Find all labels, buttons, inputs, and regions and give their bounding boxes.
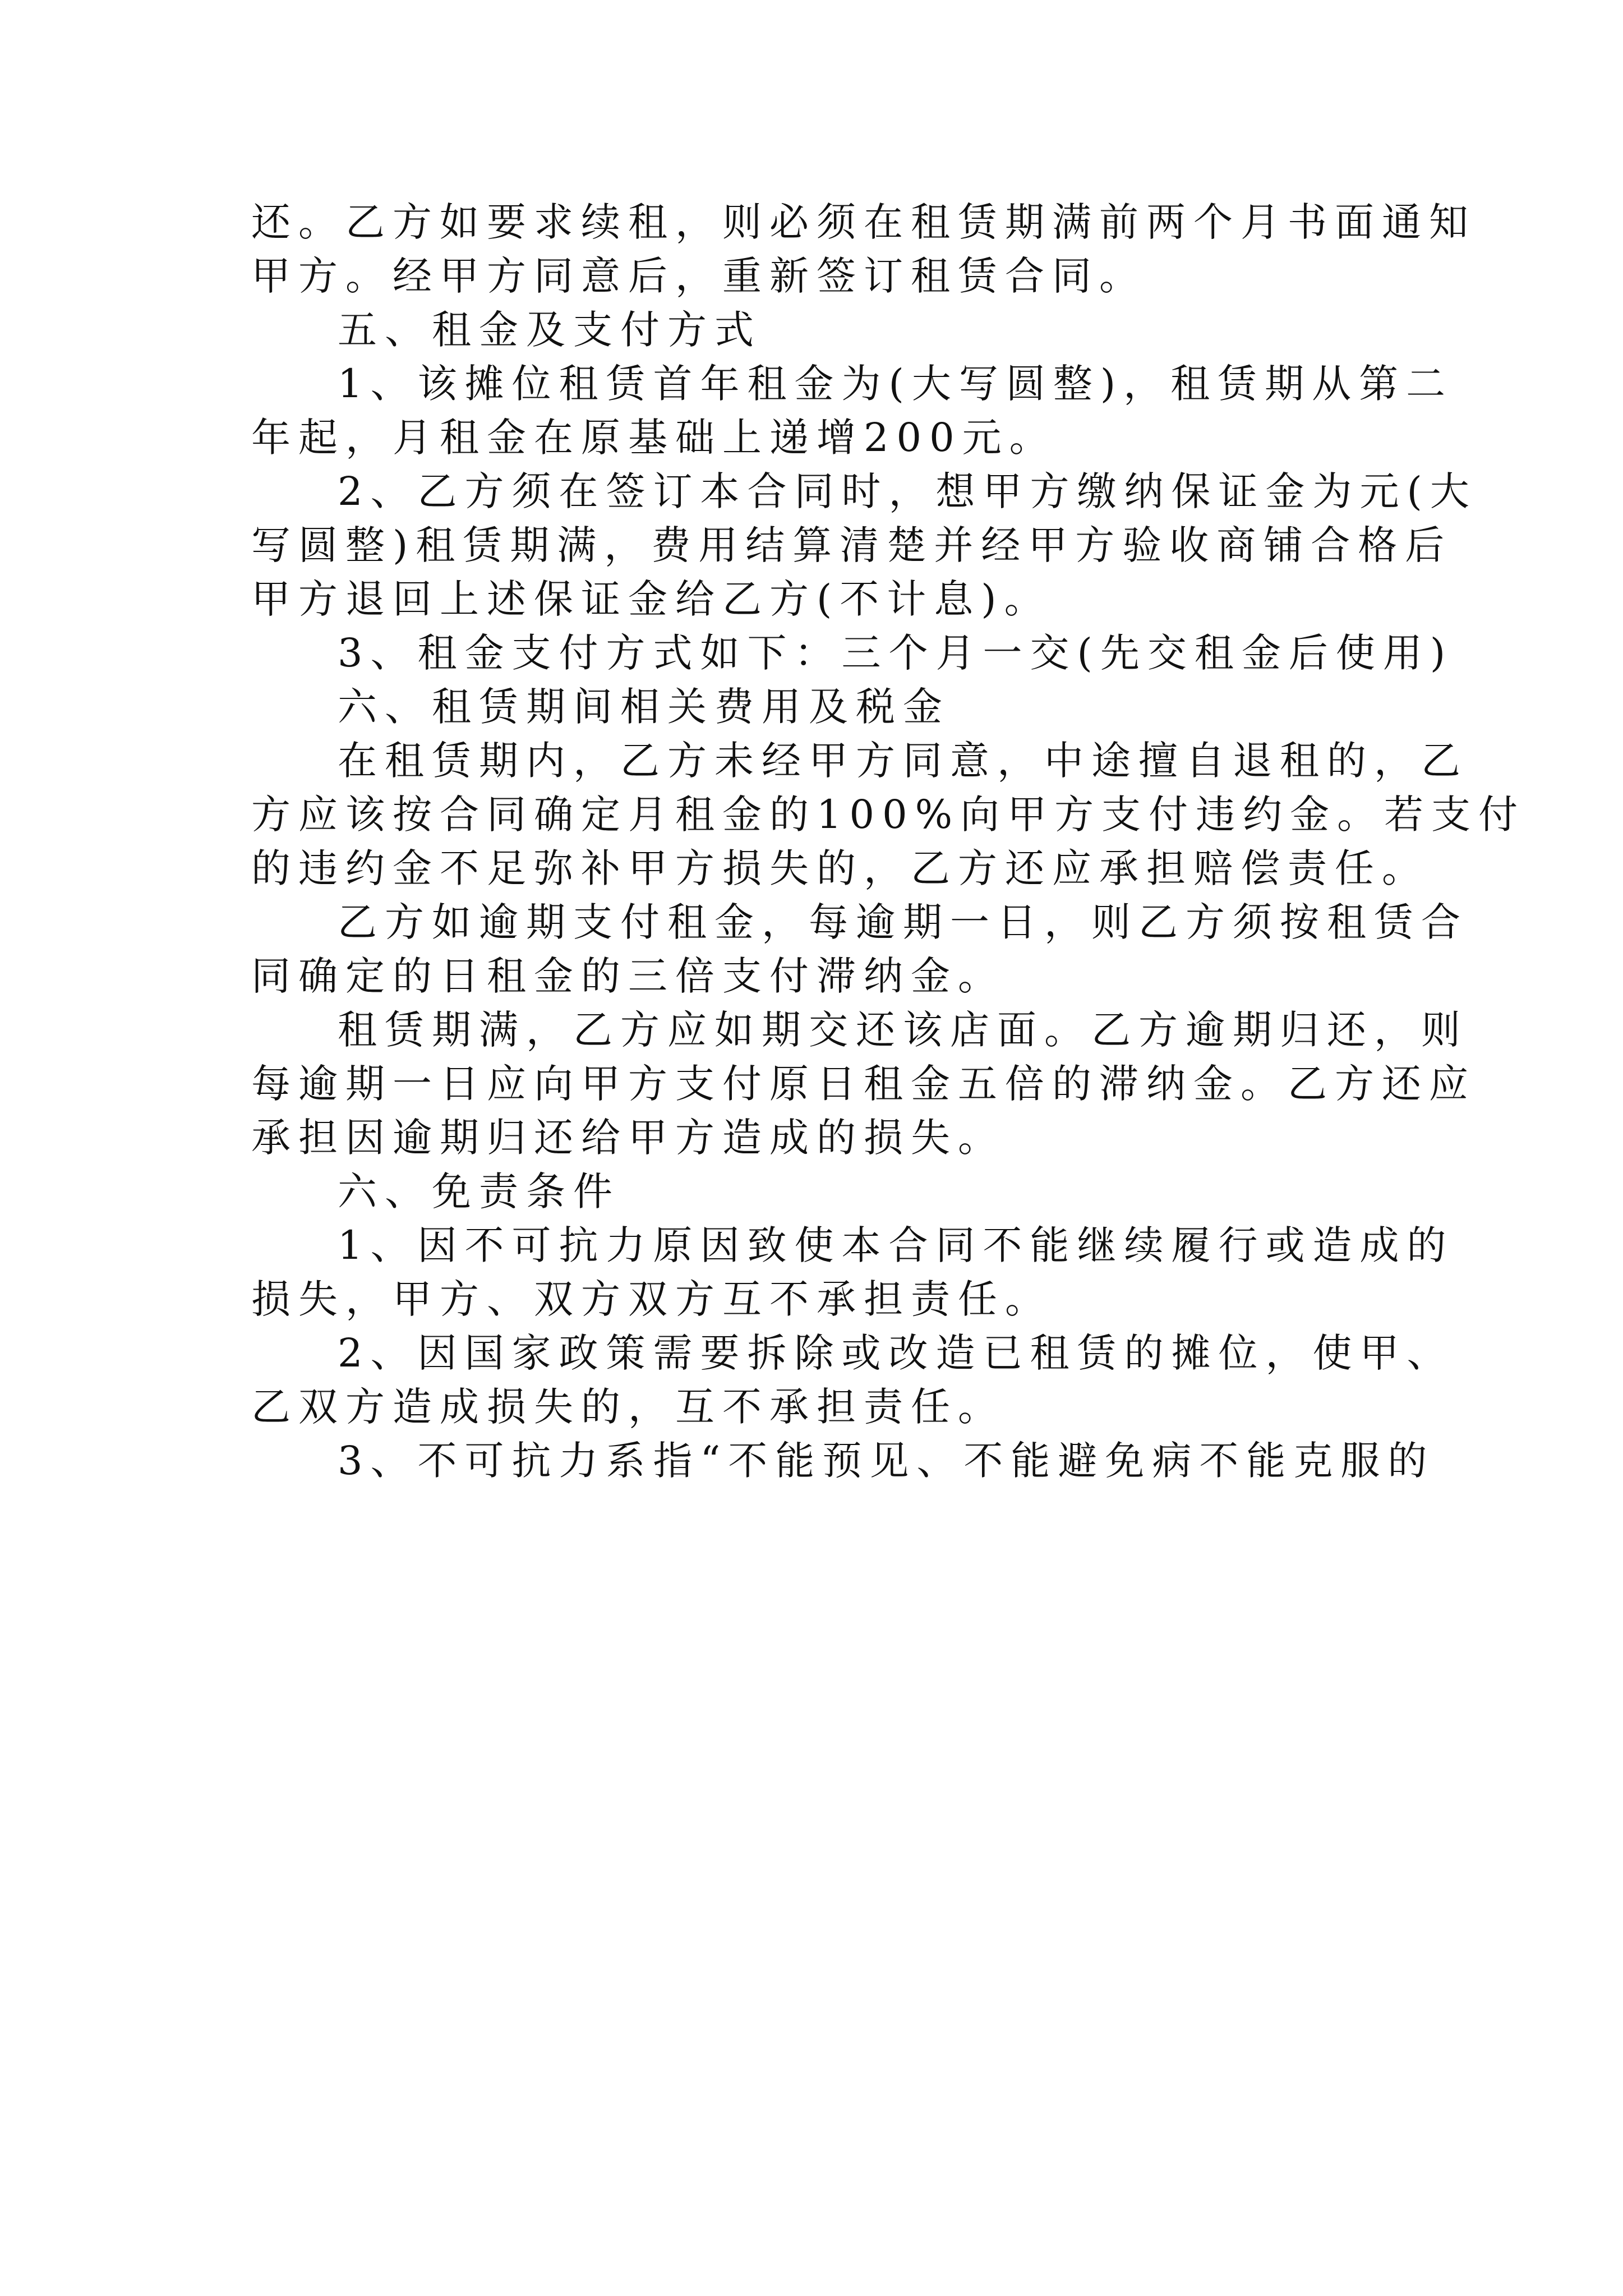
section-heading-fees: 六、租赁期间相关费用及税金 <box>338 684 950 730</box>
text-line-5: 年起，月租金在原基础上递增200元。 <box>251 415 1057 461</box>
text-line-21: 损失，甲方、双方双方互不承担责任。 <box>251 1276 1052 1322</box>
text-line-6: 2、乙方须在签订本合同时，想甲方缴纳保证金为元(大 <box>338 468 1477 514</box>
section-heading-exemption: 六、免责条件 <box>338 1168 620 1214</box>
text-line-15: 同确定的日租金的三倍支付滞纳金。 <box>251 953 1005 999</box>
text-line-24: 3、不可抗力系指“不能预见、不能避免病不能克服的 <box>338 1438 1435 1484</box>
text-line-23: 乙双方造成损失的，互不承担责任。 <box>251 1384 1005 1430</box>
text-line-8: 甲方退回上述保证金给乙方(不计息)。 <box>251 576 1052 622</box>
text-line-13: 的违约金不足弥补甲方损失的，乙方还应承担赔偿责任。 <box>251 845 1429 891</box>
text-line-4: 1、该摊位租赁首年租金为(大写圆整)，租赁期从第二 <box>338 361 1454 407</box>
text-line-11: 在租赁期内，乙方未经甲方同意，中途擅自退租的，乙 <box>338 738 1468 784</box>
text-line-7: 写圆整)租赁期满，费用结算清楚并经甲方验收商铺合格后 <box>251 522 1453 568</box>
text-line-2: 甲方。经甲方同意后，重新签订租赁合同。 <box>251 253 1146 299</box>
text-line-14: 乙方如逾期支付租金，每逾期一日，则乙方须按租赁合 <box>338 899 1468 945</box>
text-line-20: 1、因不可抗力原因致使本合同不能继续履行或造成的 <box>338 1222 1454 1268</box>
text-line-16: 租赁期满，乙方应如期交还该店面。乙方逾期归还，则 <box>338 1007 1468 1053</box>
text-line-18: 承担因逾期归还给甲方造成的损失。 <box>251 1115 1005 1161</box>
text-line-9: 3、租金支付方式如下：三个月一交(先交租金后使用) <box>338 630 1454 676</box>
text-line-12: 方应该按合同确定月租金的100%向甲方支付违约金。若支付 <box>251 792 1526 838</box>
text-line-17: 每逾期一日应向甲方支付原日租金五倍的滞纳金。乙方还应 <box>251 1061 1476 1107</box>
text-line-22: 2、因国家政策需要拆除或改造已租赁的摊位，使甲、 <box>338 1330 1454 1376</box>
document-body <box>251 195 1526 1488</box>
section-heading-rent: 五、租金及支付方式 <box>338 307 762 353</box>
text-line-1: 还。乙方如要求续租，则必须在租赁期满前两个月书面通知 <box>251 199 1476 245</box>
